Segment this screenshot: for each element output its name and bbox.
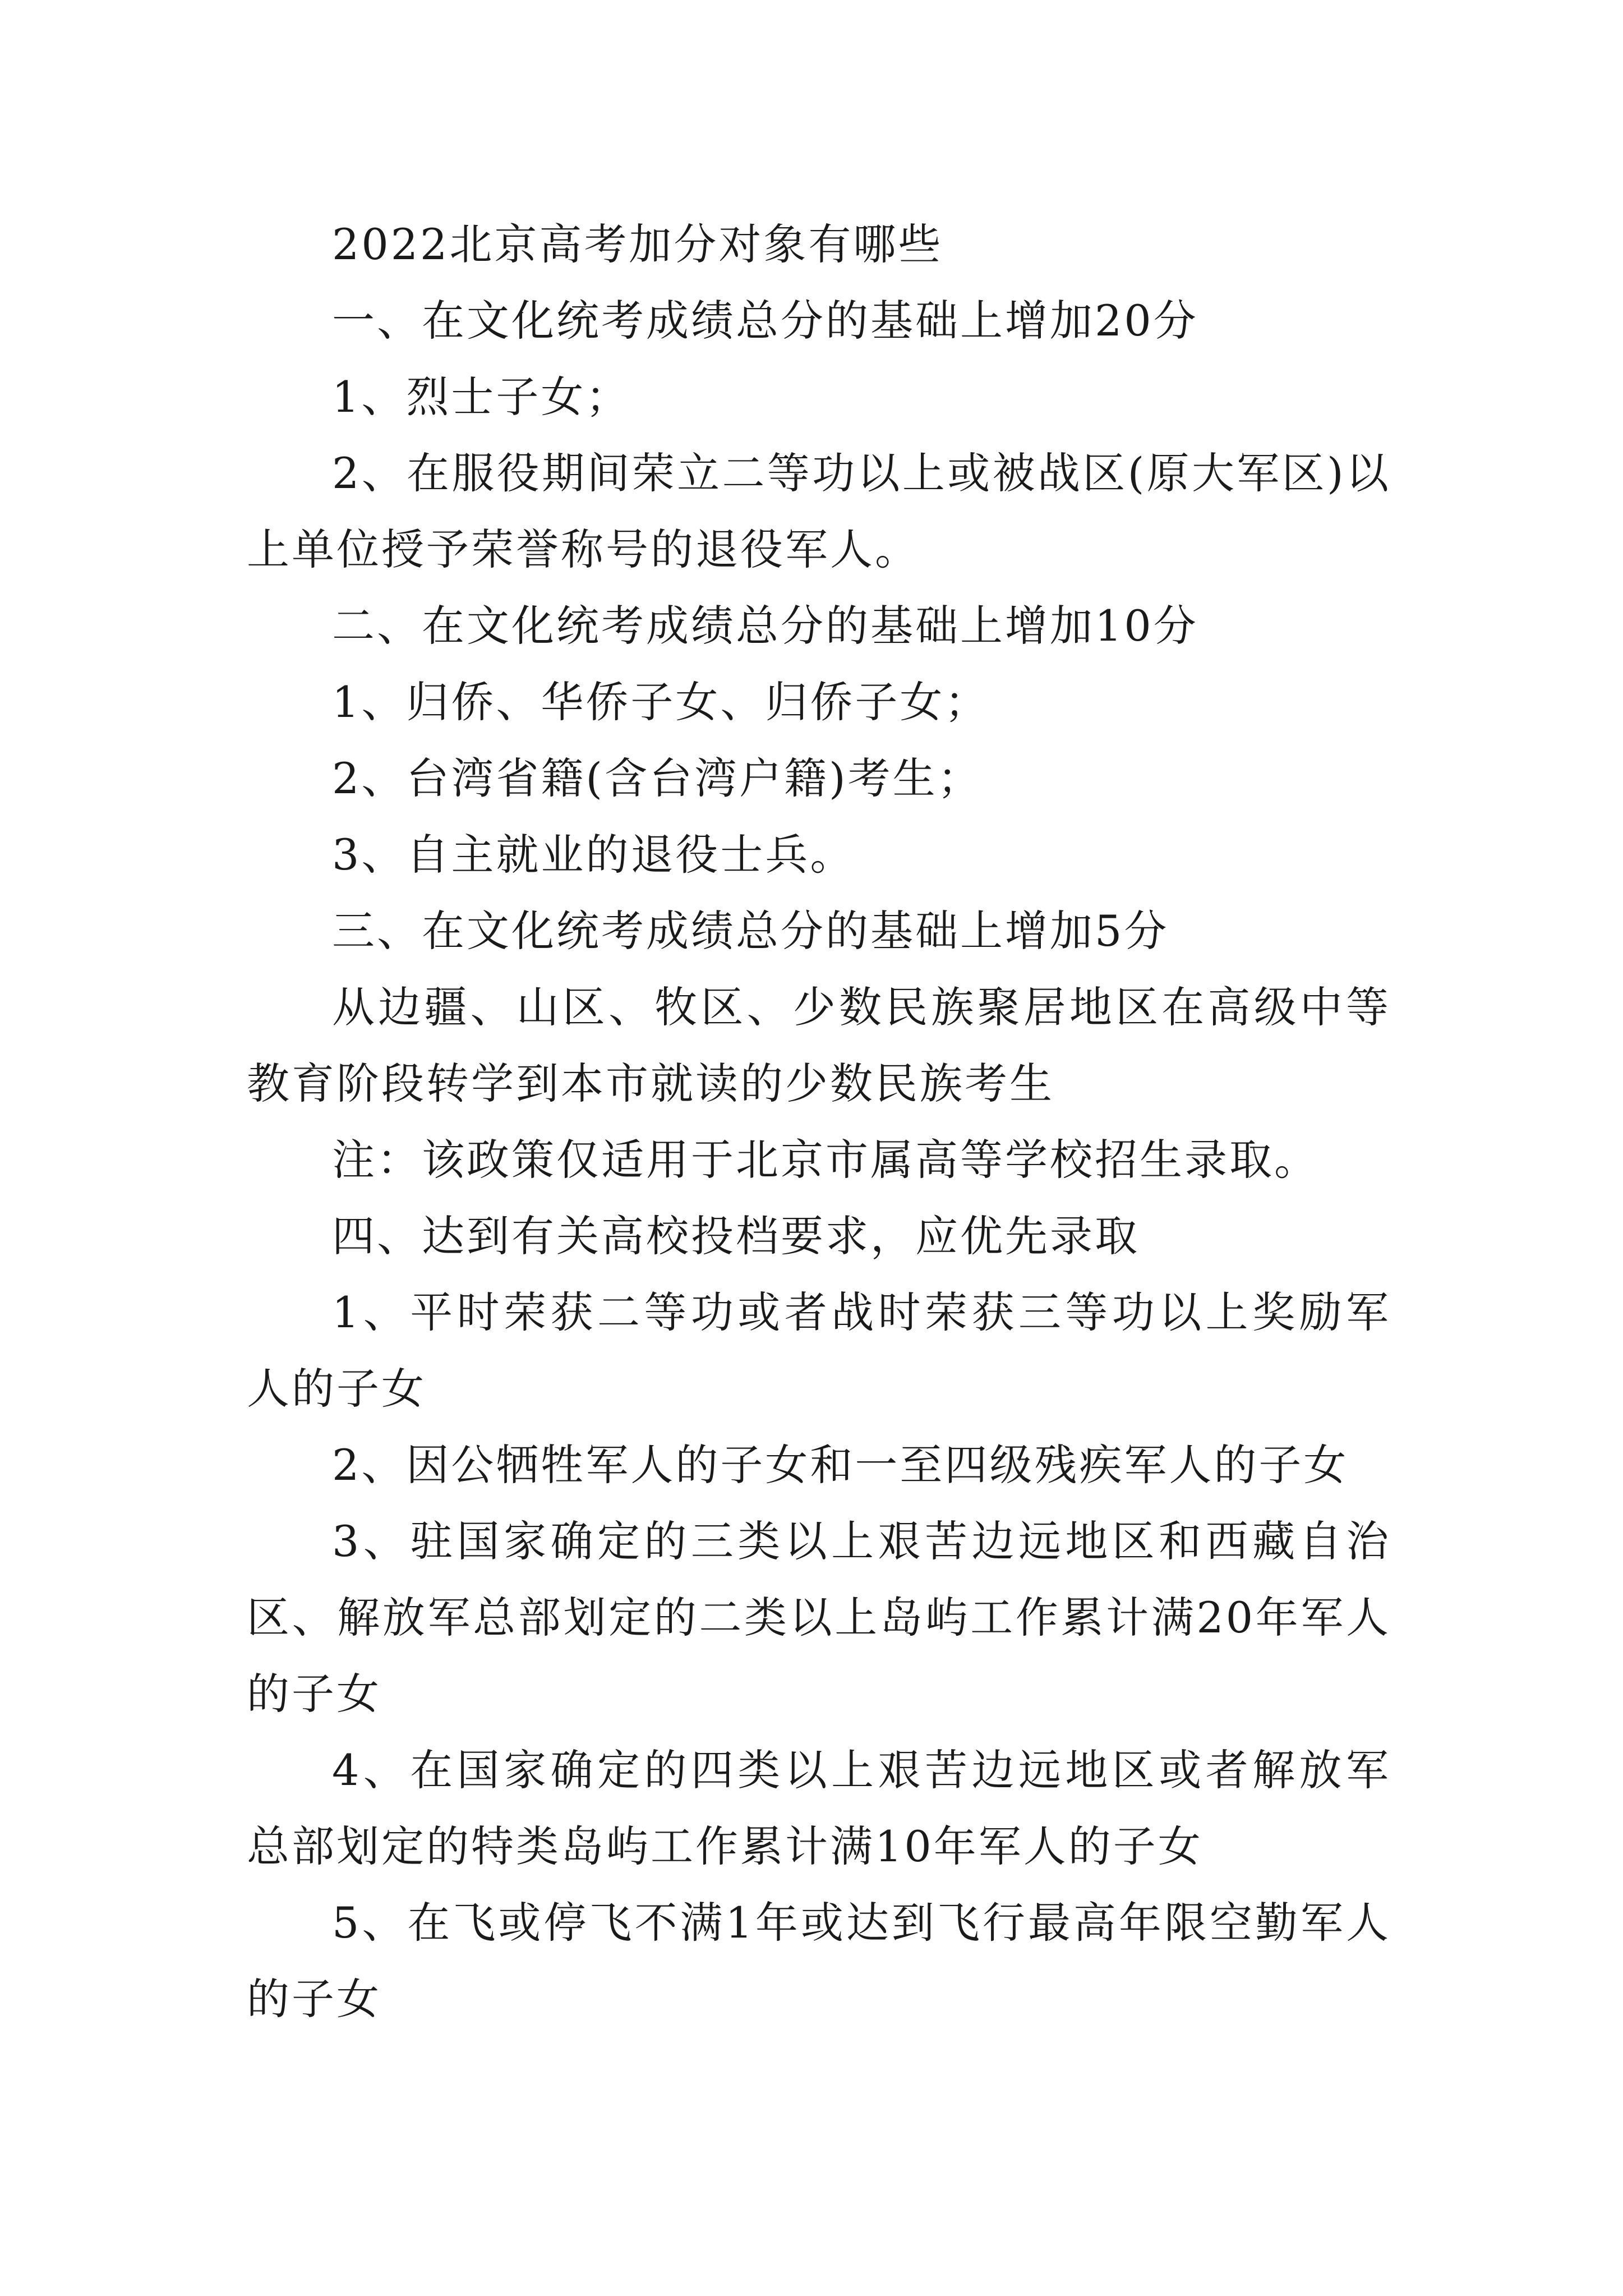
document-body: [247, 206, 1391, 2037]
list-item: 1、平时荣获二等功或者战时荣获三等功以上奖励军人的子女: [247, 1287, 1391, 1414]
section-heading-1: 一、在文化统考成绩总分的基础上增加20分: [332, 296, 1198, 346]
list-item: 1、归侨、华侨子女、归侨子女；: [332, 677, 990, 727]
list-item: 1、烈士子女；: [332, 372, 631, 422]
section-heading-2: 二、在文化统考成绩总分的基础上增加10分: [332, 601, 1198, 651]
section-heading-3: 三、在文化统考成绩总分的基础上增加5分: [332, 906, 1169, 956]
section-heading-4: 四、达到有关高校投档要求，应优先录取: [332, 1211, 1140, 1261]
note-paragraph: 注：该政策仅适用于北京市属高等学校招生录取。: [332, 1135, 1319, 1185]
document-title: 2022北京高考加分对象有哪些: [332, 219, 943, 269]
list-item: 2、在服役期间荣立二等功以上或被战区(原大军区)以上单位授予荣誉称号的退役军人。: [247, 448, 1391, 574]
list-item: 5、在飞或停飞不满1年或达到飞行最高年限空勤军人的子女: [247, 1898, 1391, 2024]
list-item: 2、台湾省籍(含台湾户籍)考生；: [332, 753, 983, 803]
list-item: 4、在国家确定的四类以上艰苦边远地区或者解放军总部划定的特类岛屿工作累计满10年军人的子女: [247, 1745, 1391, 1871]
list-item: 3、自主就业的退役士兵。: [332, 830, 855, 880]
list-item: 2、因公牺牲军人的子女和一至四级残疾军人的子女: [332, 1440, 1349, 1490]
body-paragraph: 从边疆、山区、牧区、少数民族聚居地区在高级中等教育阶段转学到本市就读的少数民族考生: [247, 982, 1391, 1108]
list-item: 3、驻国家确定的三类以上艰苦边远地区和西藏自治区、解放军总部划定的二类以上岛屿工作累计满20年军人的子女: [247, 1516, 1391, 1719]
